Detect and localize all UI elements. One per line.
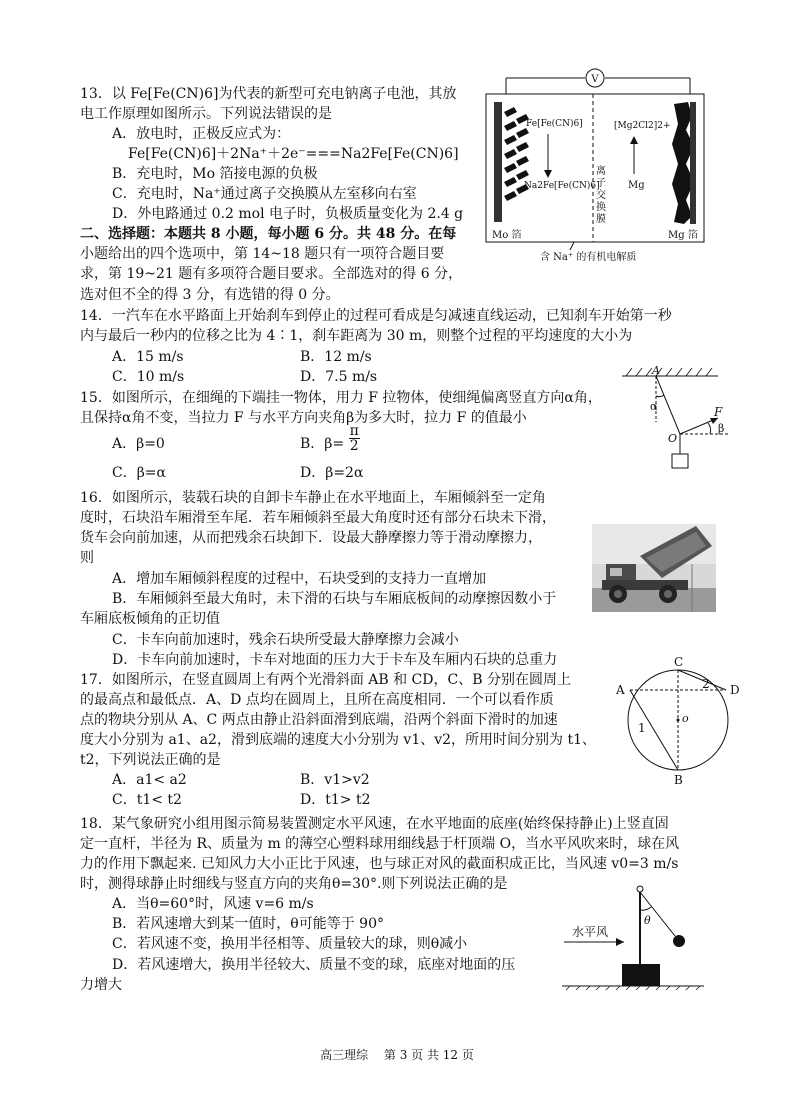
circle-label-c: C (674, 656, 684, 669)
membrane-char-3: 交 (596, 190, 606, 201)
q16-option-b-line1: B．车厢倾斜至最大角时，未下滑的石块与车厢底板间的动摩擦因数小于 (112, 591, 557, 607)
dump-truck-photo (592, 524, 716, 612)
left-top-label: Fe[Fe(CN)6] (526, 119, 583, 129)
q18-option-d-line1: D．若风速增大，换用半径较大、质量不变的球，底座对地面的压 (112, 957, 516, 973)
q18-stem-line2: 定一直杆，半径为 R、质量为 m 的薄空心塑料球用细线悬于杆顶端 O，当水平风吹来时，球在风 (80, 836, 680, 852)
q18-option-d-line2: 力增大 (80, 977, 122, 993)
circle-label-a: A (616, 683, 625, 697)
q18-stem-line3: 力的作用下飘起来. 已知风力大小正比于风速，也与球正对风的截面积成正比，当风速 v0=3 m/s (80, 856, 679, 872)
voltmeter-label: V (591, 74, 599, 85)
q14-stem-line1: 14．一汽车在水平路面上开始刹车到停止的过程可看成是匀减速直线运动，已知刹车开始第一秒 (80, 308, 672, 324)
mg-foil-label: Mg 箔 (668, 230, 698, 241)
circle-label-b: B (674, 773, 683, 787)
q15-option-b-prefix: B．β= (300, 436, 345, 452)
incline-2-label: 2 (702, 677, 710, 691)
q13-option-a-equation: Fe[Fe(CN)6]＋2Na⁺＋2e⁻===Na2Fe[Fe(CN)6] (128, 146, 459, 162)
incline-1-label: 1 (638, 721, 646, 735)
right-bottom-label: Mg (628, 180, 645, 191)
q18-option-b: B．若风速增大到某一值时，θ可能等于 90° (112, 916, 384, 932)
battery-diagram (482, 66, 712, 262)
rope-force-diagram (614, 362, 744, 474)
q14-stem-line2: 内与最后一秒内的位移之比为 4∶1，刹车距离为 30 m，则整个过程的平均速度的大小为 (80, 328, 633, 344)
q16-stem-line3: 货车会向前加速，从而把残余石块卸下．设最大静摩擦力等于滑动摩擦力， (80, 530, 542, 546)
q15-option-d: D．β=2α (300, 465, 364, 481)
q13-stem-line2: 电工作原理如图所示。下列说法错误的是 (80, 106, 332, 122)
q17-option-a: A．a1< a2 (112, 772, 187, 788)
section2-line4: 选对但不全的得 3 分，有选错的得 0 分。 (80, 287, 340, 303)
q13-stem-line1: 13．以 Fe[Fe(CN)6]为代表的新型可充电钠离子电池，其放 (80, 86, 457, 102)
circle-inclines-diagram (612, 656, 748, 788)
electrolyte-label: 含 Na⁺ 的有机电解质 (540, 252, 637, 262)
alpha-label: α (650, 400, 658, 413)
q17-option-b: B．v1>v2 (300, 772, 370, 788)
beta-label: β (718, 422, 725, 435)
right-top-label: [Mg2Cl2]2+ (614, 121, 671, 131)
q18-stem-line4: 时，测得球静止时细线与竖直方向的夹角θ=30°.则下列说法正确的是 (80, 876, 508, 892)
membrane-char-5: 膜 (596, 214, 606, 225)
q16-stem-line1: 16．如图所示，装载石块的自卸卡车静止在水平地面上，车厢倾斜至一定角 (80, 490, 546, 506)
q16-option-b-line2: 车厢底板倾角的正切值 (80, 611, 220, 627)
section2-line2: 小题给出的四个选项中，第 14~18 题只有一项符合题目要 (80, 246, 445, 262)
q14-option-a: A．15 m/s (112, 349, 184, 365)
circle-label-d: D (730, 683, 740, 697)
left-bottom-label: Na2Fe[Fe(CN)6] (524, 181, 600, 191)
q17-stem-line5: t2，下列说法正确的是 (80, 752, 221, 768)
q16-stem-line2: 度时，石块沿车厢滑至车尾．若车厢倾斜至最大角度时还有部分石块未下滑， (80, 510, 556, 526)
q15-fraction-numerator: π (349, 422, 359, 439)
q16-stem-line4: 则 (80, 550, 94, 566)
q14-option-d: D．7.5 m/s (300, 369, 378, 385)
point-o-label: O (668, 432, 678, 445)
q17-stem-line3: 点的物块分别从 A、C 两点由静止沿斜面滑到底端，沿两个斜面下滑时的加速 (80, 712, 558, 728)
q15-stem-line1: 15．如图所示，在细绳的下端挂一物体，用力 F 拉物体，使细绳偏离竖直方向α角， (80, 390, 602, 406)
q15-option-c: C．β=α (112, 465, 166, 481)
q15-option-b (300, 422, 360, 454)
q14-option-b: B．12 m/s (300, 349, 372, 365)
q17-stem-line4: 度大小分别为 a1、a2，滑到底端的速度大小分别为 v1、v2，所用时间分别为 t1、 (80, 732, 597, 748)
section2-line3: 求，第 19~21 题有多项符合题目要求。全部选对的得 6 分， (80, 266, 463, 282)
q18-option-c: C．若风速不变，换用半径相等、质量较大的球，则θ减小 (112, 936, 468, 952)
q13-option-c: C．充电时，Na⁺通过离子交换膜从左室移向右室 (112, 186, 417, 202)
mo-foil-label: Mo 箔 (492, 230, 522, 241)
q13-option-d: D．外电路通过 0.2 mol 电子时，负极质量变化为 2.4 g (112, 206, 464, 222)
section2-line1: 二、选择题：本题共 8 小题，每小题 6 分。共 48 分。在每 (80, 226, 457, 242)
q17-option-c: C．t1< t2 (112, 792, 182, 808)
wind-label: 水平风 (572, 925, 609, 939)
q15-fraction-denominator: 2 (349, 437, 359, 454)
theta-label: θ (644, 914, 651, 927)
q16-option-d: D．卡车向前加速时，卡车对地面的压力大于卡车及车厢内石块的总重力 (112, 652, 558, 668)
q18-stem-line1: 18．某气象研究小组用图示简易装置测定水平风速，在水平地面的底座(始终保持静止)上竖直固 (80, 816, 669, 832)
q17-option-d: D．t1> t2 (300, 792, 371, 808)
q13-option-a: A．放电时，正极反应式为： (112, 126, 291, 142)
q14-option-c: C．10 m/s (112, 369, 185, 385)
q15-option-a: A．β=0 (112, 436, 165, 452)
circle-center-label: o (682, 712, 689, 725)
q16-option-c: C．卡车向前加速时，残余石块所受最大静摩擦力会减小 (112, 632, 459, 648)
page-footer: 高三理综 第 3 页 共 12 页 (320, 1048, 474, 1062)
q17-stem-line1: 17．如图所示，在竖直圆周上有两个光滑斜面 AB 和 CD，C、B 分别在圆周上 (80, 672, 571, 688)
q13-option-b: B．充电时，Mo 箔接电源的负极 (112, 166, 318, 182)
q16-option-a: A．增加车厢倾斜程度的过程中，石块受到的支持力一直增加 (112, 571, 487, 587)
membrane-char-1: 离 (596, 166, 606, 177)
membrane-char-4: 换 (596, 202, 606, 213)
force-f-label: F (714, 405, 723, 419)
q17-stem-line2: 的最高点和最低点．A、D 点均在圆周上，且所在高度相同．一个可以看作质 (80, 692, 554, 708)
q15-stem-line2: 且保持α角不变，当拉力 F 与水平方向夹角β为多大时，拉力 F 的值最小 (80, 410, 527, 426)
wind-speed-apparatus (560, 880, 710, 992)
point-a-label: A (652, 364, 660, 377)
membrane-char-2: 子 (596, 178, 606, 189)
q18-option-a: A．当θ=60°时，风速 v=6 m/s (112, 896, 314, 912)
